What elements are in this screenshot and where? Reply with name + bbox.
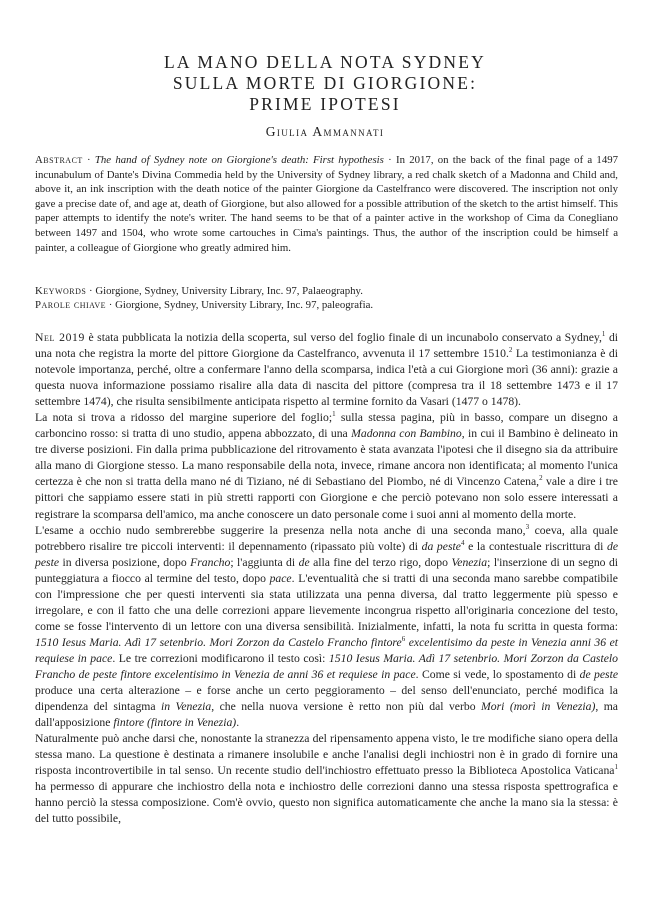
italic-run: da peste — [421, 539, 461, 553]
title-line: SULLA MORTE DI GIORGIONE: — [172, 73, 478, 93]
paragraph — [35, 731, 618, 827]
footnote-ref: 1 — [332, 410, 336, 419]
text-run: L'esame a occhio nudo sembrerebbe suggerire la presenza nella nota anche di una seconda mano, — [35, 523, 526, 537]
text-run: ha permesso di appurare che inchiostro della nota e inchiostro delle correzioni danno una stessa risposta spettrografica e hanno perciò la stessa composizione. Com'è ovvio, questo non significa automaticamente che anche la mano sia la stessa: è del tutto possibile, — [35, 780, 618, 826]
text-run: . — [236, 716, 240, 730]
text-run: La nota si trova a ridosso del margine superiore del foglio; — [35, 411, 333, 425]
body-text — [35, 330, 618, 827]
text-run: . L'eventualità che si tratti di una seconda mano sarebbe compatibile con l'impressione che per questi interventi sia stata utilizzata una penna diversa, dal tratto leggermente più spesso e irregolare, e con il fatto che una delle correzioni appare lievemente incongrua rispetto all'originaria concezione del testo, come se fosse l'intervento di un lettore con una diversa sensibilità. Inizialmente, infatti, la nota fu scritta in questa forma: — [35, 571, 618, 633]
italic-run: de peste — [579, 667, 619, 681]
paragraph — [35, 523, 618, 732]
italic-run: excelentisimo da peste in Venezia anni 36 et requiese in pace — [35, 635, 619, 665]
footnote-ref: 6 — [401, 635, 406, 643]
keywords-text: Giorgione, Sydney, University Library, Inc. 97, Palaeography. — [95, 285, 363, 297]
text-run: alla fine del terzo rigo, dopo — [313, 555, 448, 569]
author-name: Giulia Ammannati — [265, 124, 385, 139]
paragraph — [35, 410, 618, 522]
parole-chiave-text: Giorgione, Sydney, University Library, Inc. 97, paleografia. — [115, 299, 374, 311]
italic-run: 1510 Iesus Maria. Adì 17 setenbrio. Mori Zorzon da Castelo Francho fintore — [35, 635, 402, 649]
keywords-label: Keywords — [35, 285, 87, 297]
paragraph — [35, 330, 618, 410]
lead-words: Nel 2019 — [35, 331, 85, 344]
italic-run: de — [298, 555, 310, 569]
text-run: e la contestuale riscrittura di — [468, 539, 604, 553]
title-line: LA MANO DELLA NOTA SYDNEY — [164, 52, 486, 72]
text-run: ; l'aggiunta di — [230, 555, 296, 569]
keywords: Keywords · Giorgione, Sydney, University Library, Inc. 97, Palaeography. — [35, 285, 363, 297]
text-run: , ma dall'apposizione — [35, 700, 618, 730]
text-run: . Come si vede, lo spostamento di — [415, 667, 577, 681]
footnote-ref: 2 — [508, 346, 513, 355]
footnote-ref: 1 — [614, 763, 618, 772]
text-run: , in cui il Bambino è delineato in tre diverse posizioni. Fin dalla prima pubblicazione del ritrovamento è stata avanzata l'ipotesi che il disegno sia da attribuire alla mano di Giorgione stesso. La mano responsabile della nota, invece, rimane ancora non identificata; al momento l'unica certezza è che non si tratta della mano né di Tiziano, né di Sebastiano del Piombo, né di Vincenzo Catena, — [35, 427, 619, 489]
text-run: , che nella nuova versione è retto non più dal verbo — [211, 700, 476, 714]
text-run: ; l'inserzione di un segno di punteggiatura a fiocco al termine del testo, dopo — [35, 555, 619, 585]
abstract-text: In 2017, on the back of the final page of a 1497 incunabulum of Dante's Divina Commedia held by the University of Sydney library, a red chalk sketch of a Madonna and Child and, above it, an ink inscription with the death notice of the painter Giorgione da Castelfranco were discovered. The inscription not only gave a precise date of, and age at, death of Giorgione, but also allowed for a possible attribution of the sketch to the artist himself. This paper attempts to identify the note's writer. The hand seems to be that of a painter active in the workshop of Cima da Conegliano between 1497 and 1504, who wrote some cartouches in Cima's paintings. Thus, the author of the inscription could be himself a painter, a colleague of Giorgione who greatly admired him. — [35, 154, 619, 254]
parole-chiave-label: Parole chiave — [35, 299, 107, 311]
text-run: è stata pubblicata la notizia della scoperta, sul verso del foglio finale di un incunabolo conservato a Sydney, — [88, 331, 602, 344]
italic-run: fintore (fintore in Venezia) — [113, 716, 237, 730]
text-run: di una nota che registra la morte del pittore Giorgione da Castelfranco, avvenuta il 17 settembre 1510. — [35, 331, 619, 361]
text-run: in diversa posizione, dopo — [62, 555, 187, 569]
footnote-ref: 1 — [601, 330, 606, 339]
abstract-label: Abstract — [35, 154, 83, 166]
footnote-ref: 3 — [525, 522, 530, 531]
title-line: PRIME IPOTESI — [249, 94, 401, 114]
footnote-ref: 4 — [460, 538, 465, 547]
italic-run: Madonna con Bambino — [351, 427, 462, 441]
footnote-ref: 2 — [539, 474, 543, 483]
text-run: coeva, alla quale potrebbero risalire tre piccoli interventi: il depennamento (ripassato più volte) di — [35, 523, 619, 553]
italic-run: in Venezia — [161, 700, 212, 714]
parole-chiave: Parole chiave · Giorgione, Sydney, University Library, Inc. 97, paleografia. — [35, 299, 374, 311]
abstract: Abstract · The hand of Sydney note on Giorgione's death: First hypothesis · In 2017, on the back of the final page of a 1497 incunabulum of Dante's Divina Commedia held by the University of Sydney library, a red chalk sketch of a Madonna and Child and, above it, an ink inscription with the death notice of the painter Giorgione da Castelfranco were discovered. The inscription not only gave a precise date of, and age at, death of Giorgione, but also allowed for a possible attribution of the sketch to the artist himself. This paper attempts to identify the note's writer. The hand seems to be that of a painter active in the workshop of Cima da Conegliano between 1497 and 1504, who wrote some cartouches in Cima's paintings. Thus, the author of the inscription could be himself a painter, a colleague of Giorgione who greatly admired him. — [35, 154, 619, 254]
italic-run: pace — [269, 571, 292, 585]
text-run: sulla stessa pagina, più in basso, compare un disegno a carboncino rosso: si tratta di uno studio, appena abbozzato, di una — [35, 411, 618, 441]
text-run: Naturalmente può anche darsi che, nonostante la stranezza del ripensamento appena visto, le tre modifiche siano opera della stessa mano. La questione è destinata a rimanere insolubile e anche l'analisi degli inchiostri non è in grado di fornire una risposta incontrovertibile in tal senso. Un recente studio dell'inchiostro effettuato presso la Biblioteca Apostolica Vaticana — [35, 732, 618, 778]
text-run: vale a dire i tre pittori che sappiamo essere stati in più stretti rapporti con Giorgione e che perciò potevano non solo essere interessati a registrare la scomparsa dell'amico, ma anche conoscere un dato personale come i suoi anni al momento della morte. — [35, 475, 618, 521]
article-title — [0, 52, 650, 115]
italic-run: 1510 Iesus Maria. Adì 17 setenbrio. Mori Zorzon da Castelo Francho de peste fintore excelentisimo in Venezia de anni 36 et requiese in pace — [35, 651, 619, 681]
text-run: . Le tre correzioni modificarono il testo così: — [112, 651, 326, 665]
italic-run: Francho — [190, 555, 231, 569]
text-run: La testimonianza è di notevole importanza, perché, oltre a confermare l'anno della scomparsa, indica l'età a cui Giorgione morì (36 anni): grazie a questa nuova informazione possiamo risalire alla data di nascita del pittore (compresa tra il 18 settembre 1473 e il 17 settembre 1474), che risulta sensibilmente anticipata rispetto al termine fornito da Vasari (1477 o 1478). — [35, 347, 619, 409]
abstract-english-title: The hand of Sydney note on Giorgione's death: First hypothesis — [94, 154, 384, 166]
text-run: produce una certa alterazione – e forse anche un certo peggioramento – del senso dell'enunciato, perché modifica la dipendenza del sintagma — [35, 684, 618, 714]
italic-run: Venezia — [451, 555, 488, 569]
italic-run: de peste — [35, 539, 619, 569]
italic-run: Mori (morì in Venezia) — [481, 700, 596, 714]
